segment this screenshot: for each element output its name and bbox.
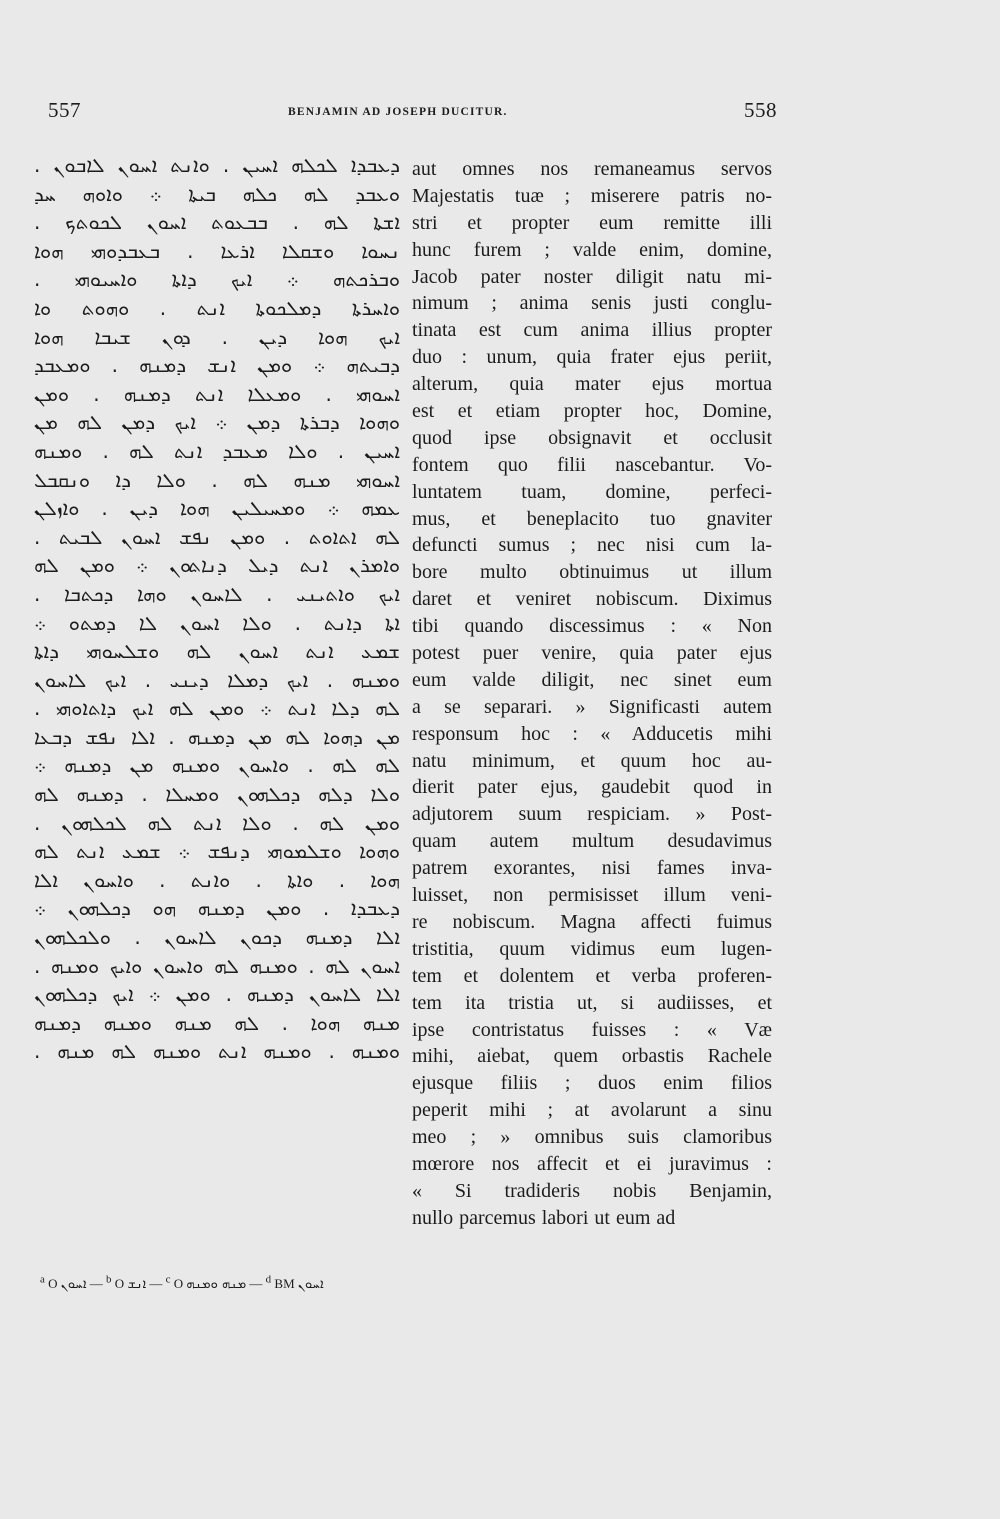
syriac-text-line: ܥܡܗ ܀ ܘܡܚܝܠܝܢ ܗܘܐ ܕܝܢ . ܘܐܙܠܢ — [34, 496, 400, 521]
syriac-text-line: ܕܥܒܕܐ . ܘܡܢ ܕܡܢܗ ܗܘ ܕܟܠܗܘܢ ܀ — [34, 896, 400, 921]
latin-text-line: tem et dolentem et verba proferen- — [412, 964, 772, 987]
latin-text-line: duo : unum, quia frater ejus periit, — [412, 346, 772, 369]
latin-text-line: tibi quando discessimus : « Non — [412, 615, 772, 638]
latin-text-line: potest puer venire, quia pater ejus — [412, 642, 772, 665]
footnote-separator: — — [249, 1276, 263, 1291]
footnote-syriac: ܐܢܫ — [127, 1277, 147, 1292]
syriac-text-line: ܐܫܬܐ ܠܗ . ܒܒܥܘܬ ܐܚܘܢ ܠܟܘܬܟ . — [34, 210, 400, 235]
latin-text-line: est et etiam propter hoc, Domine, — [412, 400, 772, 423]
footnote-text: O — [114, 1276, 125, 1291]
syriac-text-line: ܕܥܒܕܐ ܠܟܠܗ ܐܚܝܢ . ܘܐܢܬ ܐܚܘܢ ܠܐܒܘܢ . — [34, 153, 400, 177]
latin-text-line: luntatem tuam, domine, perfeci- — [412, 480, 772, 503]
footnote-text: O — [48, 1276, 58, 1291]
latin-text-line: luisset, non permisisset illum veni- — [412, 884, 772, 907]
page-number-left: 557 — [48, 98, 81, 122]
latin-text-line: quam autem multum desudavimus — [412, 830, 772, 853]
latin-text-line: eum valde diligit, nec sinet eum — [412, 668, 772, 691]
syriac-text-line: ܐܚܘܗܝ ܡܢܗ ܠܗ . ܘܠܐ ܕܐ ܘܢܩܒܠ — [34, 467, 400, 492]
syriac-text-line: ܠܗ ܕܠܐ ܐܢܬ ܀ ܘܡܢ ܠܗ ܐܝܟ ܕܐܬܐܘܗܝ . — [34, 696, 400, 721]
latin-text-line: alterum, quia mater ejus mortua — [412, 373, 772, 396]
latin-text-line: aut omnes nos remaneamus servos — [412, 158, 772, 180]
latin-text-line: natu minimum, et quum hoc au- — [412, 749, 772, 772]
syriac-text-line: ܠܗ ܐܬܐܘܬ . ܘܡܢ ܢܦܫ ܐܚܘܢ ܠܒܝܬ . — [34, 524, 400, 549]
syriac-text-line: ܡܢܗ ܗܘܐ . ܠܗ ܡܢܗ ܘܡܢܗ ܕܡܢܗ — [34, 1010, 400, 1035]
footnote-mark: b — [106, 1273, 112, 1286]
syriac-column — [34, 152, 400, 1067]
syriac-text-line: ܘܠܐ ܕܠܗ ܕܟܠܗܘܢ ܘܡܚܠܐ . ܕܡܢܗ ܠܗ — [34, 782, 400, 807]
syriac-text-line: ܘܗܘܐ ܕܒܪܬܐ ܕܡܢ ܀ ܐܝܟ ܕܡܢ ܠܗ ܡܢ — [34, 410, 400, 435]
latin-text-line: hunc furem ; valde enim, domine, — [412, 238, 772, 261]
latin-text-line: tem ita tristia ut, si audiisses, et — [412, 991, 772, 1014]
footnote-syriac: ܐܚܘܢ — [60, 1277, 87, 1292]
latin-text-line: Majestatis tuæ ; miserere patris no- — [412, 184, 772, 207]
footnote-mark: d — [265, 1273, 272, 1286]
latin-text-line: tristitia, quum vidimus eum lugen- — [412, 937, 772, 960]
syriac-text-line: ܫܡܥ ܐܢܬ ܐܚܘܢ ܠܗ ܘܫܠܚܘܗܝ ܕܐܬܐ — [34, 639, 400, 664]
footnote-separator: — — [89, 1276, 103, 1291]
syriac-text-line: ܡܢ ܕܗܘܐ ܠܗ ܡܢ ܕܡܢܗ . ܐܠܐ ܢܦܫ ܕܒܥܐ — [34, 724, 400, 749]
footnotes — [40, 1273, 324, 1292]
syriac-text-line: ܐܠܐ ܠܐܚܘܢ ܕܡܢܗ . ܘܡܢ ܀ ܐܝܟ ܕܟܠܗܘܢ — [34, 982, 400, 1007]
latin-text-line: patrem exorantes, nisi fames inva- — [412, 857, 772, 880]
latin-text-line: nimum ; anima senis justi conglu- — [412, 292, 772, 315]
latin-text-line: mihi, aiebat, quem orbastis Rachele — [412, 1045, 772, 1068]
syriac-text-line: ܘܐܡܪܢ ܐܢܬ ܕܝܠ ܕܢܐܬܘܢ ܀ ܘܡܢ ܠܗ — [34, 553, 400, 578]
syriac-text-line: ܕܒܝܬܗ ܀ ܘܡܢ ܐܢܫ ܕܡܢܗ . ܘܡܥܒܕ — [34, 353, 400, 378]
latin-text-line: dierit pater ejus, gaudebit quod in — [412, 776, 772, 799]
latin-text-line: nullo parcemus labori ut eum ad — [412, 1206, 676, 1229]
syriac-text-line: ܘܒܪܟܬܗ ܀ ܐܝܟ ܕܐܬܐ ܘܐܚܝܘܗܝ . — [34, 267, 400, 292]
latin-text-line: meo ; » omnibus suis clamoribus — [412, 1126, 772, 1149]
latin-text-line: bore multo obtinuimus ut illum — [412, 561, 772, 584]
latin-text-line: « Si tradideris nobis Benjamin, — [412, 1179, 772, 1202]
latin-text-line: tinata est cum anima illius propter — [412, 319, 772, 342]
latin-text-line: ipse contristatus fuisses : « Væ — [412, 1018, 772, 1041]
latin-text-line: ejusque filiis ; duos enim filios — [412, 1072, 772, 1095]
syriac-text-line: ܘܡܢܗ . ܘܡܢܗ ܐܢܬ ܘܡܢܗ ܠܗ ܡܢܗ . — [34, 1039, 400, 1064]
footnote-separator: — — [149, 1276, 163, 1291]
footnote-text: BM — [274, 1276, 295, 1291]
latin-text-line: a se separari. » Significasti autem — [412, 695, 772, 718]
footnote-mark: a — [40, 1273, 45, 1286]
footnote-syriac: ܡܢܗ ܘܡܢܗ — [186, 1277, 247, 1292]
latin-text-line: mœrore nos affecit et ei juravimus : — [412, 1152, 772, 1175]
syriac-text-line: ܘܡܢ ܠܗ . ܘܠܐ ܐܢܬ ܠܗ ܠܟܠܗܘܢ . — [34, 810, 400, 835]
syriac-text-line: ܗܘܐ . ܘܐܬܐ . ܘܐܢܬ . ܘܐܚܘܢ ܐܠܐ — [34, 867, 400, 892]
syriac-text-line: ܢܚܘܐ ܘܫܩܠܐ ܐܪܥܐ . ܒܥܒܕܘܗܝ ܗܘܐ — [34, 238, 400, 263]
syriac-text-line: ܐܚܘܢ ܠܗ . ܘܡܢܗ ܠܗ ܘܐܚܘܢ ܘܐܝܟ ܘܡܢܗ . — [34, 953, 400, 978]
syriac-text-line: ܐܚܝܢ . ܘܠܐ ܡܥܒܕ ܐܢܬ ܠܗ . ܘܡܢܗ — [34, 438, 400, 463]
footnote-syriac: ܐܚܘܢ — [297, 1277, 324, 1292]
syriac-text-line: ܐܠܐ ܕܡܢܗ ܕܟܘܢ ܠܐܚܘܢ . ܘܠܟܠܗܘܢ — [34, 925, 400, 950]
latin-text-line: adjutorem suum respiciam. » Post- — [412, 803, 772, 826]
syriac-text-line: ܘܐܚܪܬܐ ܕܡܠܟܘܬܐ ܐܢܬ . ܘܗܘܬ ܘܐ — [34, 295, 400, 320]
footnote-mark: c — [165, 1273, 171, 1286]
footnote-text: O — [173, 1276, 184, 1291]
syriac-text-line: ܘܗܘܐ ܘܫܠܡܘܗܝ ܕܢܦܫ ܀ ܫܡܥ ܐܢܬ ܠܗ — [34, 839, 400, 864]
page-number-right: 558 — [744, 98, 777, 122]
latin-text-line: mus, et beneplacito tuo gnaviter — [412, 507, 772, 530]
syriac-text-line: ܐܝܟ ܘܐܬܝܢܝ . ܠܐܚܘܢ ܘܗܐ ܕܟܬܒܐ . — [34, 581, 400, 606]
latin-text-line: fontem quo filii nascebantur. Vo- — [412, 453, 772, 476]
latin-column — [412, 156, 772, 1232]
latin-text-line: Jacob pater noster diligit natu mi- — [412, 265, 772, 288]
latin-text-line: defuncti sumus ; nec nisi cum la- — [412, 534, 772, 557]
latin-text-line: re nobiscum. Magna affecti fuimus — [412, 910, 772, 933]
latin-text-line: quod ipse obsignavit et occlusit — [412, 426, 772, 449]
syriac-text-line: ܐܚܘܗܝ . ܘܡܥܠܐ ܐܢܬ ܕܡܢܗ . ܘܡܢ — [34, 381, 400, 406]
syriac-text-line: ܠܗ ܠܗ . ܘܐܚܘܢ ܘܡܢܗ ܡܢ ܕܡܢܗ ܀ — [34, 753, 400, 778]
latin-text-line: peperit mihi ; at avolarunt a sinu — [412, 1099, 772, 1122]
latin-text-line: stri et propter eum remitte illi — [412, 211, 772, 234]
latin-text-line: daret et veniret nobiscum. Diximus — [412, 588, 772, 611]
syriac-text-line: ܘܥܒܕ ܠܗ ܟܠܗ ܒܝܬܐ ܀ ܘܐܘܗ ܚܕ — [34, 181, 400, 206]
syriac-text-line: ܐܬܐ ܕܐܢܬ . ܘܠܐ ܐܚܘܢ ܠܐ ܕܡܬܘ ܀ — [34, 610, 400, 635]
syriac-text-line: ܘܡܢܗ . ܐܝܟ ܕܡܠܐ ܕܝܢܝ . ܐܝܟ ܠܐܚܘܢ — [34, 667, 400, 692]
running-head: BENJAMIN AD JOSEPH DUCITUR. — [288, 106, 508, 118]
latin-text-line: responsum hoc : « Adducetis mihi — [412, 722, 772, 745]
syriac-text-line: ܐܝܟ ܗܘܐ ܕܝܢ . ܕܘܢ ܫܝܒܐ ܗܘܐ — [34, 324, 400, 349]
